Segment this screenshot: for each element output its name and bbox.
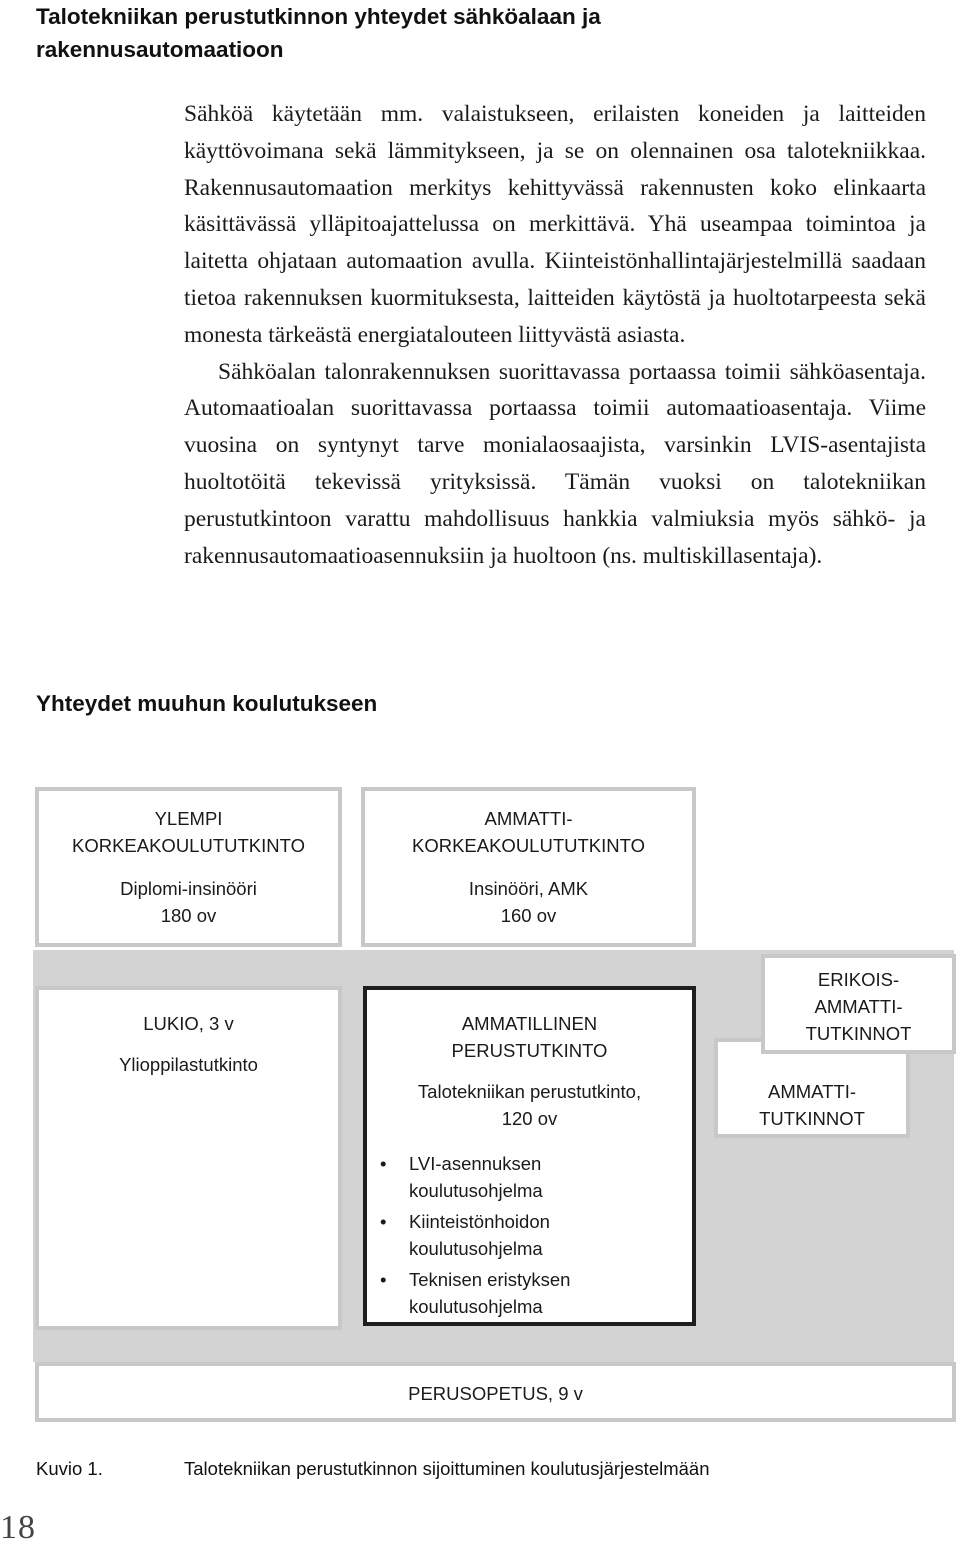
section-heading-line-2: rakennusautomaatioon [36, 37, 284, 62]
ammatillinen-title-line-1: AMMATILLINEN [461, 1013, 598, 1034]
ammatillinen-perustutkinto-box [363, 986, 696, 1326]
section-heading [36, 0, 756, 66]
ammatillinen-title-line-2: PERUSTUTKINTO [451, 1040, 608, 1061]
ammattikorkeakoulututkinto-box [361, 787, 696, 947]
ammatti-line-1: AMMATTI- [767, 1081, 857, 1102]
lukio-title: LUKIO, 3 v [143, 1013, 234, 1034]
erikois-line-2: AMMATTI- [814, 996, 903, 1017]
perusopetus-label: PERUSOPETUS, 9 v [408, 1383, 583, 1404]
erikois-line-3: TUTKINNOT [805, 1023, 912, 1044]
erikois-line-1: ERIKOIS- [817, 969, 900, 990]
ammatti-line-2: TUTKINNOT [759, 1108, 865, 1129]
program-item [367, 1266, 692, 1320]
program-item-line-2: koulutusohjelma [409, 1238, 543, 1259]
ylempi-degree: Diplomi-insinööri [120, 878, 257, 899]
program-item-line-1: • Teknisen eristyksen [409, 1269, 571, 1290]
program-item-line-1: • LVI-asennuksen [409, 1153, 542, 1174]
paragraph-2: Sähköalan talonrakennuksen suorittavassa portaassa toimii sähköasentaja. Automaatioalan suorittavassa portaassa toimii automaatioasentaja. Viime vuosina on syntynyt tarve monialaosaajista, varsinkin LVIS-asentajista huoltotöitä tekevissä yrityksissä. Tämän vuoksi on talotekniikan perustutkintoon varattu mahdollisuus hankkia valmiuksia myös sähkö- ja rakennusautomaatioasennuksiin ja huoltoon (ns. multiskillasentaja). [184, 358, 926, 569]
program-item-line-2: koulutusohjelma [409, 1296, 543, 1317]
ammatillinen-degree: Talotekniikan perustutkinto, [417, 1081, 642, 1102]
section-heading-line-1: Talotekniikan perustutkinnon yhteydet sähköalaan ja [36, 4, 601, 29]
program-item [367, 1150, 692, 1204]
program-list [367, 1150, 692, 1320]
ylempi-title-line-2: KORKEAKOULUTUTKINTO [71, 835, 305, 856]
erikoisammattitutkinnot-box [761, 954, 956, 1054]
amk-degree: Insinööri, AMK [468, 878, 589, 899]
amk-title-line-1: AMMATTI- [484, 808, 573, 829]
program-item-line-2: koulutusohjelma [409, 1180, 543, 1201]
lukio-box [35, 986, 342, 1330]
ylempi-title-line-1: YLEMPI [154, 808, 223, 829]
page-number: 18 [0, 1509, 36, 1546]
figure-label: Kuvio 1. [36, 1458, 103, 1479]
lukio-exam: Ylioppilastutkinto [119, 1054, 258, 1075]
ammatillinen-credits: 120 ov [501, 1108, 558, 1129]
program-item-line-1: • Kiinteistönhoidon [409, 1211, 550, 1232]
program-item [367, 1208, 692, 1262]
paragraph-1: Sähköä käytetään mm. valaistukseen, erilaisten koneiden ja laitteiden käyttövoimana sekä lämmitykseen, ja se on olennainen osa talotekniikkaa. Rakennusautomaation merkitys kehittyvässä rakennusten koko elinkaarta käsittävässä ylläpitoajattelussa on merkittävä. Yhä useampaa toimintoa ja laitetta ohjataan automaation avulla. Kiinteistönhallintajärjestelmillä saadaan tietoa rakennuksen kuormituksesta, laitteiden käytöstä ja huoltotarpeesta sekä monesta tärkeästä energiatalouteen liittyvästä asiasta. [184, 101, 926, 348]
ylempi-korkeakoulututkinto-box [35, 787, 342, 947]
amk-credits: 160 ov [500, 905, 557, 926]
amk-title-line-2: KORKEAKOULUTUTKINTO [411, 835, 645, 856]
figure-caption: Talotekniikan perustutkinnon sijoittuminen koulutusjärjestelmään [184, 1458, 710, 1479]
body-text [184, 96, 926, 574]
ylempi-credits: 180 ov [160, 905, 217, 926]
perusopetus-box [35, 1362, 956, 1422]
subsection-heading: Yhteydet muuhun koulutukseen [36, 691, 378, 716]
